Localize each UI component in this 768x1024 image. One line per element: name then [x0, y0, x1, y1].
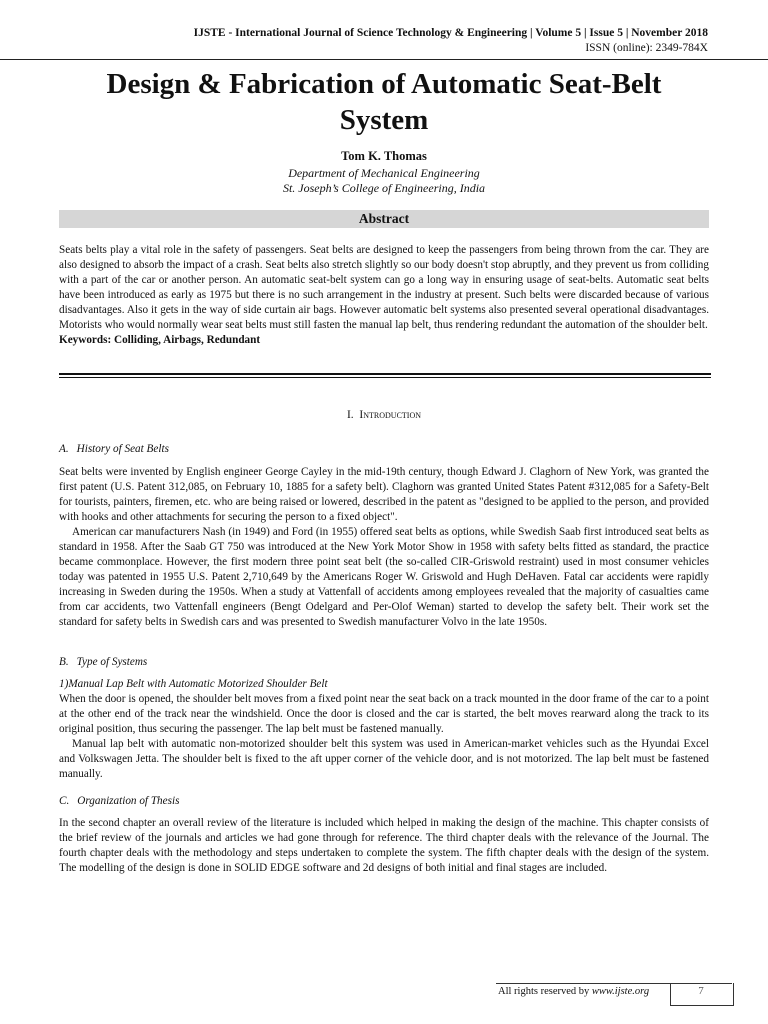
subsection-letter: A. [59, 443, 69, 455]
paragraph: Manual lap belt with automatic non-motorized shoulder belt this system was used in American-market vehicles such as the Hyundai Excel and Volkswagen Jetta. The shoulder belt is fixed to the aft upper corner of the vehicle door, and is not motorized. The lap belt must be fastened manually. [59, 738, 709, 780]
subsection-letter: B. [59, 656, 69, 668]
section-heading-introduction [0, 409, 768, 421]
paragraph: Seat belts were invented by English engineer George Cayley in the mid-19th century, though Edward J. Claghorn of New York, was granted the first patent (U.S. Patent 312,085, on February 10, 1885 for a safety belt). Claghorn was granted United States Patent #312,085 for a Safety-Belt for tourists, painters, firemen, etc. who are being raised or lowered, described in the patent as "designed to be applied to the person, and provided with hooks and other attachments for securing the person to a fixed object". [59, 466, 709, 523]
keywords: Keywords: Colliding, Airbags, Redundant [59, 334, 261, 346]
page-number: 7 [698, 985, 704, 997]
author-name: Tom K. Thomas [341, 149, 427, 163]
subsection-heading-history [59, 443, 169, 455]
section-number: I. [346, 409, 354, 421]
list-item-title: Manual Lap Belt with Automatic Motorized Shoulder Belt [68, 678, 328, 690]
issn-label: ISSN (online): 2349-784X [585, 42, 708, 54]
paper-title [60, 66, 708, 138]
abstract-text: Seats belts play a vital role in the safety of passengers. Seat belts are designed to keep the passengers from being thrown from the car. They are also designed to absorb the impact of a crash. Seat belts also stretch slightly so our body doesn't stop abruptly, and they prevent us from colliding with a part of the car or another person. An automatic seat-belt system can go a long way in ensuring usage of seat-belts. Automatic seat belts have been introduced as early as 1975 but there is no such arrangement in the industry at present. Such belts were discarded because of various disadvantages. Also it gets in the way of side curtain air bags. However automatic belt systems also presented several operational disadvantages. Motorists who would normally wear seat belts must still fasten the manual lap belt, thus rendering redundant the automation of the shoulder belt. [59, 244, 709, 331]
subsection-heading-organization [59, 795, 179, 807]
subsection-letter: C. [59, 795, 70, 807]
types-section [59, 677, 709, 782]
author-department: Department of Mechanical Engineering [288, 166, 480, 180]
website-link[interactable]: www.ijste.org [591, 986, 650, 997]
journal-header: IJSTE - International Journal of Science Technology & Engineering | Volume 5 | Issue 5 | November 2018 [193, 27, 708, 39]
organization-section [59, 816, 709, 876]
list-item-number: 1) [59, 678, 69, 690]
history-section [59, 465, 709, 630]
author-college: St. Joseph’s College of Engineering, India [282, 181, 486, 195]
title-line-1: Design & Fabrication of Automatic Seat-Belt [106, 68, 662, 100]
list-item-heading [59, 677, 709, 692]
rights-label: All rights reserved by [498, 986, 590, 997]
paragraph: In the second chapter an overall review of the literature is included which helped in making the design of the machine. This chapter consists of the brief review of the journals and articles we had gone through for reference. The third chapter deals with the relevance of the Journal. The fourth chapter deals with the methodology and steps undertaken to complete the system. The fifth chapter deals with the design of the system. The modelling of the design is done in SOLID EDGE software and 2d designs of both initial and final stages are included. [59, 817, 709, 874]
subsection-title: Organization of Thesis [77, 795, 180, 807]
section-title: Introduction [359, 409, 422, 421]
paragraph: American car manufacturers Nash (in 1949) and Ford (in 1955) offered seat belts as options, while Swedish Saab first introduced seat belts as standard in 1958. After the Saab GT 750 was introduced at the New York Motor Show in 1958 with safety belts fitted as standard, the practice became commonplace. However, the first modern three point seat belt (the so-called CIR-Griswold restraint) used in most consumer vehicles today was patented in 1955 U.S. Patent 2,710,649 by the Americans Roger W. Griswold and Hugh DeHaven. Fatal car accidents were rapidly increasing in Sweden during the 1950s. When a study at Vattenfall of accidents among employees revealed that the majority of casualties came from car accidents, two Vattenfall engineers (Bengt Odelgard and Per-Olof Weman) started to develop the safety belt. Their work set the standard for safety belts in Swedish cars and was presented to Swedish manufacturer Volvo in the late 1950s. [59, 526, 709, 628]
subsection-heading-types [59, 656, 147, 668]
subsection-title: Type of Systems [76, 656, 148, 668]
paragraph: When the door is opened, the shoulder belt moves from a fixed point near the seat back on a track mounted in the door frame of the car to a point at the other end of the track near the windshield. Once the door is closed and the car is started, the belt moves rearward along the track to its original position, thus securing the passenger. The lap belt must be fastened manually. [59, 693, 709, 735]
subsection-title: History of Seat Belts [76, 443, 169, 455]
abstract-section [59, 243, 709, 348]
footer-rights [498, 986, 649, 997]
title-line-2: System [339, 104, 429, 136]
abstract-divider [59, 373, 711, 378]
header-divider [0, 59, 768, 60]
abstract-heading: Abstract [59, 210, 709, 228]
